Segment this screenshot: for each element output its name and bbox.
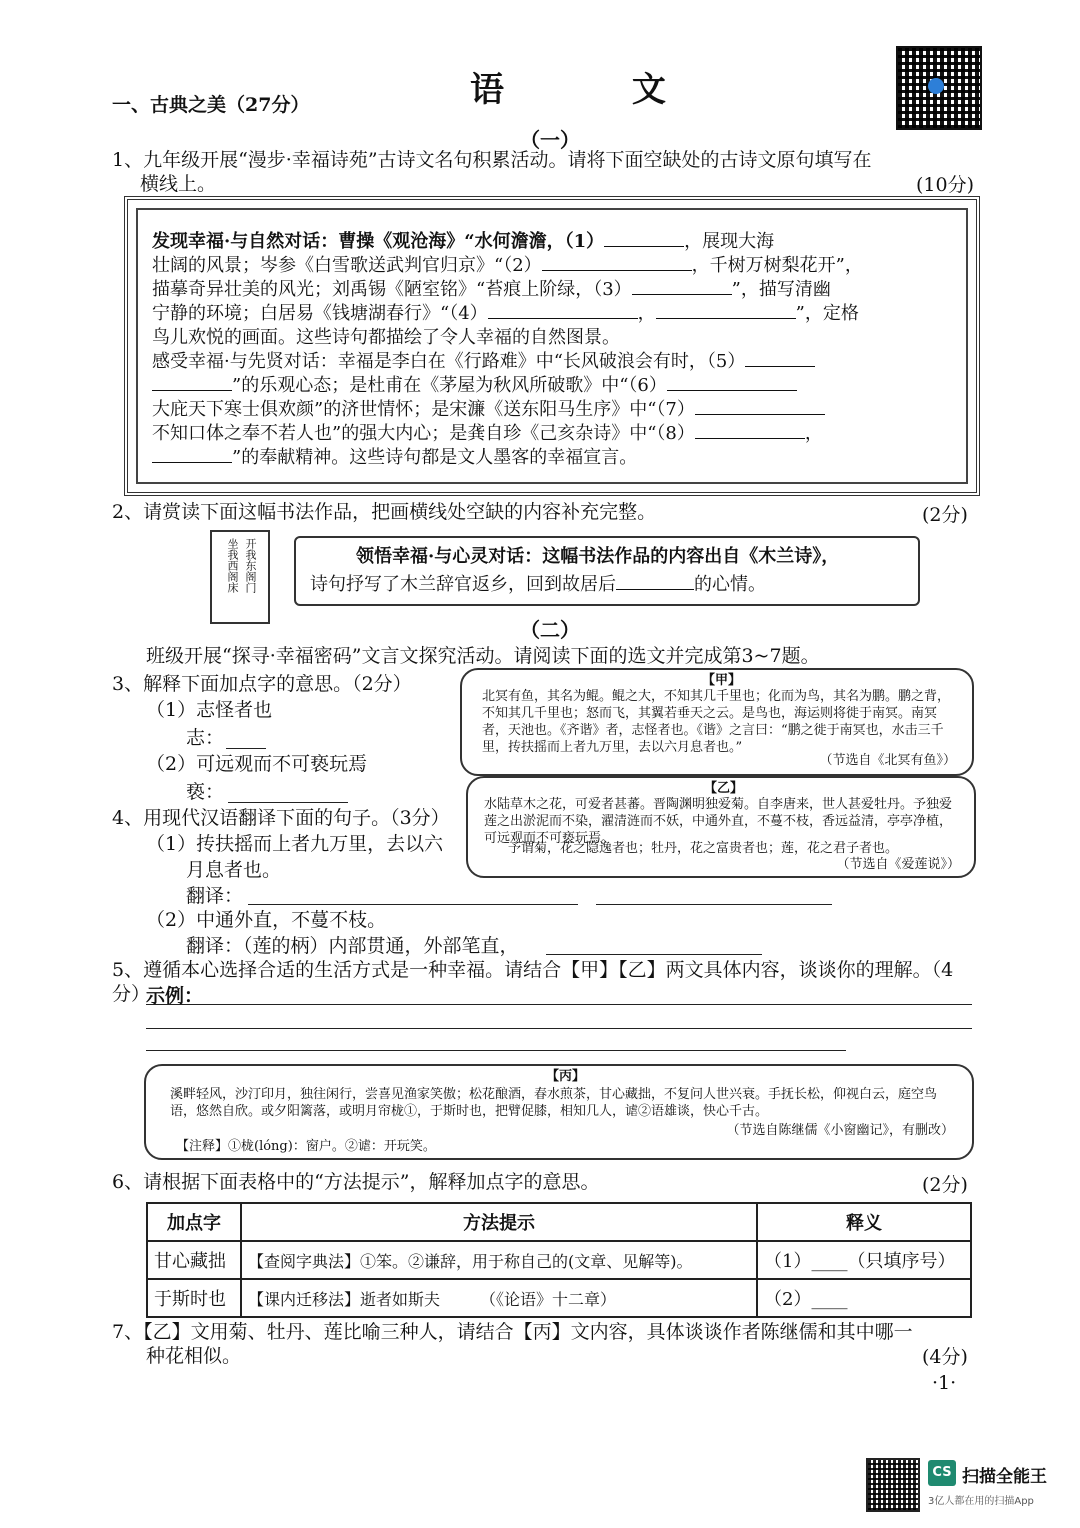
q6-points: (2分): [922, 1174, 968, 1196]
brand-tagline: 3亿人都在用的扫描App: [928, 1496, 1034, 1507]
box-line: ”，描写清幽: [731, 279, 831, 300]
answer-line[interactable]: [596, 904, 832, 905]
brand-name: 扫描全能王: [962, 1467, 1047, 1487]
answer-blank[interactable]: [616, 575, 694, 590]
q7-text: 7、【乙】文用菊、牡丹、莲比喻三种人，请结合【丙】文内容，具体谈谈作者陈继儒和其中哪一: [112, 1321, 913, 1343]
passage-text: 溪畔轻风，沙汀印月，独往闲行，尝喜见渔家笑傲；松花酿酒，春水煎茶，甘心藏拙，不复问人世兴衰。手抚长松，仰视白云，庭空鸟语，悠然自欣。或夕阳篱落，或明月帘栊①，于斯时也，把臂促膝，相知几人，谑②语雄谈，快心千古。: [170, 1087, 938, 1119]
calligraphy-image: [210, 530, 270, 624]
box-line: 鸟儿欢悦的画面。这些诗句都描绘了令人幸福的自然图景。: [152, 327, 620, 348]
answer-line[interactable]: [546, 954, 762, 955]
q5-text: 5、遵循本心选择合适的生活方式是一种幸福。请结合【甲】【乙】两文具体内容，谈谈你的理解。（4分）: [112, 959, 954, 1005]
section-heading: 一、古典之美（27分）: [112, 94, 310, 116]
answer-blank[interactable]: [604, 232, 684, 247]
passage-text: 予谓菊，花之隐逸者也；牡丹，花之富贵者也；莲，花之君子者也。: [508, 841, 899, 856]
answer-blank[interactable]: [745, 352, 815, 367]
table-cell: 【课内迁移法】逝者如斯夫 （《论语》十二章）: [241, 1279, 757, 1317]
box2-line: 领悟幸福·与心灵对话：这幅书法作品的内容出自《木兰诗》，: [356, 546, 840, 567]
part2-intro: 班级开展“探寻·幸福密码”文言文探究活动。请阅读下面的选文并完成第3~7题。: [146, 645, 820, 667]
q4-item: （2）中通外直，不蔓不枝。: [146, 909, 387, 931]
q4-label: 翻译：（莲的柄）内部贯通，外部笔直，: [186, 935, 519, 957]
box-line: 壮阔的风景；岑参《白雪歌送武判官归京》“（2）: [152, 255, 542, 276]
q4-item-cont: 月息者也。: [186, 859, 282, 881]
answer-blank[interactable]: [488, 304, 638, 319]
calligraphy-question-box: [294, 536, 920, 606]
passage-title: 【丙】: [546, 1069, 586, 1084]
table-cell: 甘心藏拙: [147, 1241, 241, 1279]
q7-text-cont: 种花相似。: [146, 1345, 242, 1367]
table-cell[interactable]: （1）____（只填序号）: [757, 1241, 971, 1279]
box-line: ，: [637, 303, 656, 324]
table-header: 方法提示: [241, 1203, 757, 1241]
passage-text: 水陆草木之花，可爱者甚蕃。晋陶渊明独爱菊。自李唐来，世人甚爱牡丹。予独爱莲之出淤泥而不染，濯清涟而不妖，中通外直，不蔓不枝，香远益清，亭亭净植，可远观而不可亵玩焉。: [484, 797, 953, 846]
passage-source: （节选自陈继儒《小窗幽记》，有删改）: [726, 1123, 954, 1138]
q2-text: 2、请赏读下面这幅书法作品，把画横线处空缺的内容补充完整。: [112, 501, 657, 523]
page-title: 语 文: [470, 70, 724, 110]
box-line: ，展现大海: [684, 231, 775, 252]
passage-note: 【注释】①栊(lóng)：窗户。②谑：开玩笑。: [176, 1139, 436, 1154]
passage-yi: [466, 776, 976, 878]
passage-source: （节选自《北冥有鱼》）: [819, 753, 956, 768]
camscanner-logo-icon: CS: [928, 1460, 956, 1486]
calligraphy-col: 坐我西阁床: [226, 538, 239, 593]
q3-item: （2）可远观而不可亵玩焉: [146, 753, 368, 775]
q1-text-cont: 横线上。: [140, 173, 217, 195]
box-line: 发现幸福·与自然对话：曹操《观沧海》“水何澹澹，（1）: [152, 231, 605, 252]
passage-title: 【甲】: [702, 673, 742, 688]
passage-source: （节选自《爱莲说》）: [836, 857, 960, 872]
box-line: 宁静的环境；白居易《钱塘湖春行》“（4）: [152, 303, 488, 324]
table-cell: 于斯时也: [147, 1279, 241, 1317]
box-line: 大庇天下寒士俱欢颜”的济世情怀；是宋濂《送东阳马生序》中“（7）: [152, 399, 695, 420]
answer-blank[interactable]: [695, 424, 805, 439]
answer-blank[interactable]: [152, 448, 232, 463]
table-cell: 【查阅字典法】①笨。②谦辞，用于称自己的(文章、见解等)。: [241, 1241, 757, 1279]
answer-line[interactable]: [146, 1050, 846, 1051]
page-number: ·1·: [932, 1372, 957, 1394]
part-label: （一）: [520, 128, 580, 152]
box-line: ”，定格: [795, 303, 859, 324]
answer-line[interactable]: [146, 1028, 972, 1029]
box2-line: 的心情。: [694, 574, 766, 595]
table-row: [147, 1241, 971, 1279]
q4-label: 翻译：: [186, 885, 244, 907]
qr-logo-icon: [928, 78, 944, 94]
table-row: [147, 1279, 971, 1317]
q4-item: （1）抟扶摇而上者九万里，去以六: [146, 833, 444, 855]
box-line: ”的乐观心态；是杜甫在《茅屋为秋风所破歌》中“（6）: [232, 375, 667, 396]
answer-line[interactable]: [226, 748, 266, 749]
app-qr-icon: [866, 1458, 920, 1512]
answer-line[interactable]: [228, 802, 348, 803]
q3-item: （1）志怪者也: [146, 699, 273, 721]
box-line: 不知口体之奉不若人也”的强大内心；是龚自珍《己亥杂诗》中“（8）: [152, 423, 695, 444]
answer-line[interactable]: [146, 1004, 972, 1005]
answer-blank[interactable]: [632, 280, 732, 295]
answer-blank[interactable]: [695, 400, 825, 415]
passage-title: 【乙】: [704, 781, 744, 796]
answer-line[interactable]: [248, 904, 578, 905]
box-line: ，: [804, 423, 823, 444]
answer-blank[interactable]: [152, 376, 232, 391]
method-table: [146, 1202, 972, 1318]
box-line: 描摹奇异壮美的风光；刘禹锡《陋室铭》“苔痕上阶绿，（3）: [152, 279, 632, 300]
q1-points: (10分): [916, 174, 975, 196]
box2-line: 诗句抒写了木兰辞官返乡，回到故居后: [310, 574, 616, 595]
box-line: 感受幸福·与先贤对话：幸福是李白在《行路难》中“长风破浪会有时，（5）: [152, 351, 746, 372]
box-line: ”的奉献精神。这些诗句都是文人墨客的幸福宣言。: [232, 447, 638, 468]
answer-blank[interactable]: [667, 376, 797, 391]
part-label: （二）: [520, 618, 580, 642]
q3-title: 3、解释下面加点字的意思。（2分）: [112, 673, 412, 695]
answer-blank[interactable]: [656, 304, 796, 319]
passage-text: 北冥有鱼，其名为鲲。鲲之大，不知其几千里也；化而为鸟，其名为鹏。鹏之背，不知其几千里也；怒而飞，其翼若垂天之云。是鸟也，海运则将徙于南冥。南冥者，天池也。《齐谐》者，志怪者也。《谐》之言曰：“鹏之徙于南冥也，水击三千里，抟扶摇而上者九万里，去以六月息者也。”: [482, 689, 951, 755]
table-cell[interactable]: （2）____: [757, 1279, 971, 1317]
q6-text: 6、请根据下面表格中的“方法提示”，解释加点字的意思。: [112, 1171, 600, 1193]
passage-jia: [460, 668, 974, 776]
q7-points: (4分): [922, 1346, 968, 1368]
q5-example: 示例：: [146, 985, 204, 1007]
q2-points: (2分): [922, 504, 968, 526]
calligraphy-col: 开我东阁门: [244, 538, 257, 593]
q3-label: 亵：: [186, 781, 225, 803]
box-line: ，千树万树梨花开”，: [691, 255, 863, 276]
q4-title: 4、用现代汉语翻译下面的句子。（3分）: [112, 807, 450, 829]
table-header: 释义: [757, 1203, 971, 1241]
q1-text: 1、九年级开展“漫步·幸福诗苑”古诗文名句积累活动。请将下面空缺处的古诗文原句填写在: [112, 149, 872, 171]
q3-label: 志：: [186, 727, 225, 749]
poetry-fill-box: [124, 196, 980, 496]
answer-blank[interactable]: [542, 256, 692, 271]
passage-bing: [144, 1064, 974, 1160]
table-header: 加点字: [147, 1203, 241, 1241]
